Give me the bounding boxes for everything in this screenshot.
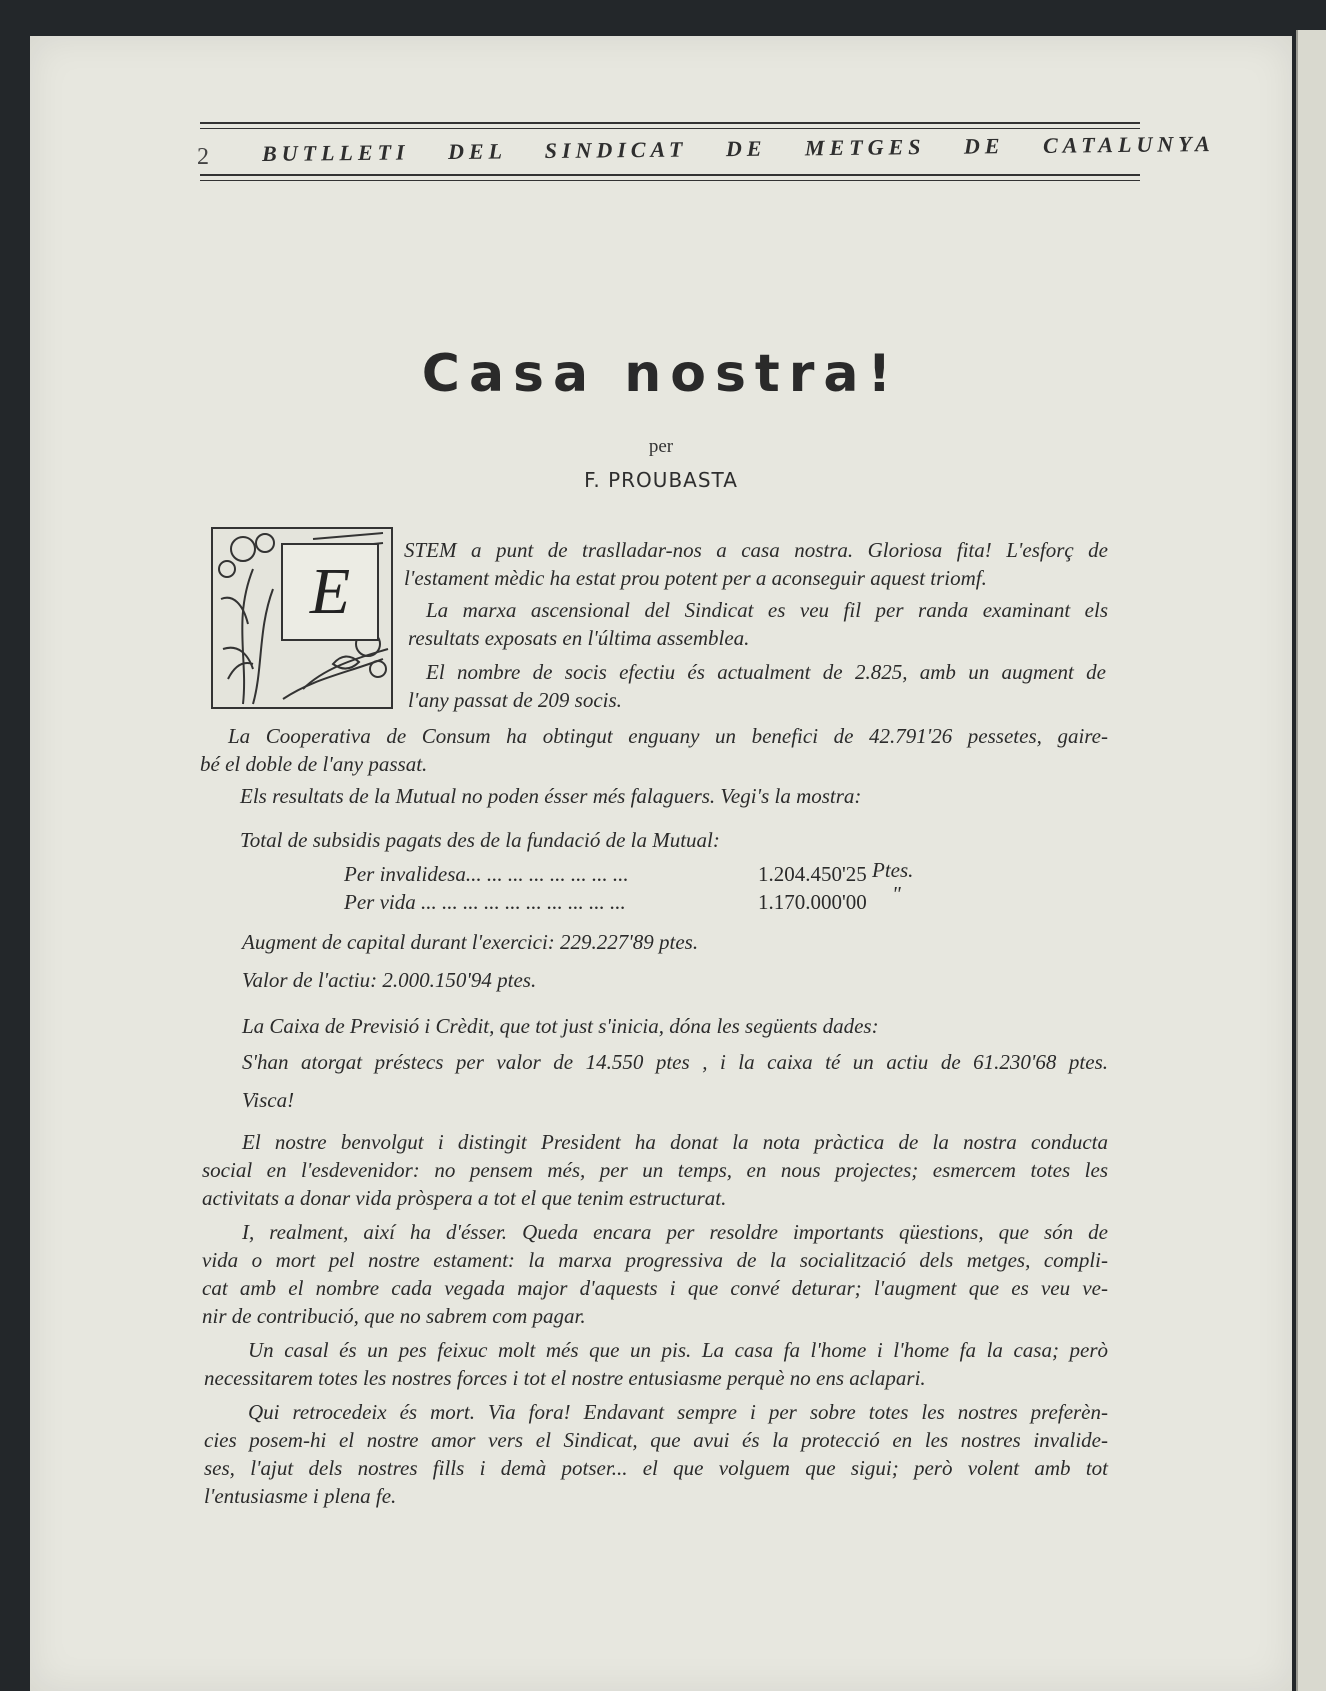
facing-page-edge [1296, 30, 1326, 1691]
text-line: La marxa ascensional del Sindicat es veu fil per randa examinant els [426, 598, 1108, 622]
text-line: Visca! [242, 1088, 295, 1112]
text-line: necessitarem totes les nostres forces i tot el nostre entusiasme perquè no ens aclapari. [204, 1366, 926, 1390]
text-line: bé el doble de l'any passat. [200, 752, 428, 776]
text-line: Un casal és un pes feixuc molt més que un pis. La casa fa l'home i l'home fa la casa; però [248, 1338, 1108, 1362]
header-rule-top-thin [200, 128, 1140, 129]
text-line: vida o mort pel nostre estament: la marxa progressiva de la socialització dels metges, compli- [202, 1248, 1108, 1272]
document-page [30, 36, 1292, 1691]
text-line: Augment de capital durant l'exercici: 229.227'89 ptes. [242, 930, 699, 954]
text-line: El nostre benvolgut i distingit President ha donat la nota pràctica de la nostra conducta [242, 1130, 1108, 1154]
text-line: La Caixa de Previsió i Crèdit, que tot just s'inicia, dóna les següents dades: [242, 1014, 879, 1038]
page-number: 2 [197, 144, 209, 170]
text-line: resultats exposats en l'última assemblea. [408, 626, 750, 650]
text-line: nir de contribució, que no sabrem com pagar. [202, 1304, 586, 1328]
text-line: l'any passat de 209 socis. [408, 688, 622, 712]
text-line: activitats a donar vida pròspera a tot el que tenim estructurat. [202, 1186, 727, 1210]
text-line: Total de subsidis pagats des de la fundació de la Mutual: [240, 828, 720, 852]
header-rule-bottom [200, 174, 1140, 176]
text-line: Qui retrocedeix és mort. Via fora! Endavant sempre i per sobre totes les nostres preferèn- [248, 1400, 1108, 1424]
text-line: cat amb el nombre cada vegada major d'aquests i que convé deturar; l'augment que es veu ve- [202, 1276, 1108, 1300]
text-line: I, realment, així ha d'ésser. Queda encara per resoldre importants qüestions, que són de [242, 1220, 1108, 1244]
invalidesa-label: Per invalidesa... ... ... ... ... ... ... ... [344, 862, 629, 886]
text-line: l'estament mèdic ha estat prou potent per a aconseguir aquest triomf. [404, 566, 987, 590]
decorated-drop-cap [211, 527, 393, 709]
text-line: ses, l'ajut dels nostres fills i demà potser... el que volguem que sigui; però volent amb tot [204, 1456, 1108, 1480]
invalidesa-unit: Ptes. [872, 858, 914, 882]
article-author: F. PROUBASTA [584, 468, 738, 492]
byline-per: per [648, 436, 674, 457]
text-line: social en l'esdevenidor: no pensem més, per un temps, en nous projectes; esmercem totes les [202, 1158, 1108, 1182]
text-line: El nombre de socis efectiu és actualment de 2.825, amb un augment de [426, 660, 1106, 684]
invalidesa-value: 1.204.450'25 [758, 862, 867, 886]
drop-cap-letter: E [281, 543, 379, 641]
article-title: Casa nostra! [421, 344, 901, 404]
vida-unit: " [892, 882, 901, 906]
text-line: cies posem-hi el nostre amor vers el Sindicat, que avui és la protecció en les nostres invalide- [204, 1428, 1108, 1452]
vida-label: Per vida ... ... ... ... ... ... ... ... ... ... [344, 890, 626, 914]
vida-value: 1.170.000'00 [758, 890, 867, 914]
header-rule-top [200, 122, 1140, 124]
text-line: La Cooperativa de Consum ha obtingut enguany un benefici de 42.791'26 pessetes, gaire- [228, 724, 1108, 748]
text-line: S'han atorgat préstecs per valor de 14.550 ptes , i la caixa té un actiu de 61.230'68 ptes. [242, 1050, 1108, 1074]
text-line: STEM a punt de traslladar-nos a casa nostra. Gloriosa fita! L'esforç de [404, 538, 1108, 562]
header-rule-bottom-thin [200, 180, 1140, 181]
text-line: Valor de l'actiu: 2.000.150'94 ptes. [242, 968, 537, 992]
text-line: Els resultats de la Mutual no poden ésser més falaguers. Vegi's la mostra: [240, 784, 862, 808]
journal-title: BUTLLETI DEL SINDICAT DE METGES DE CATALUNYA [261, 131, 1215, 166]
text-line: l'entusiasme i plena fe. [204, 1484, 397, 1508]
